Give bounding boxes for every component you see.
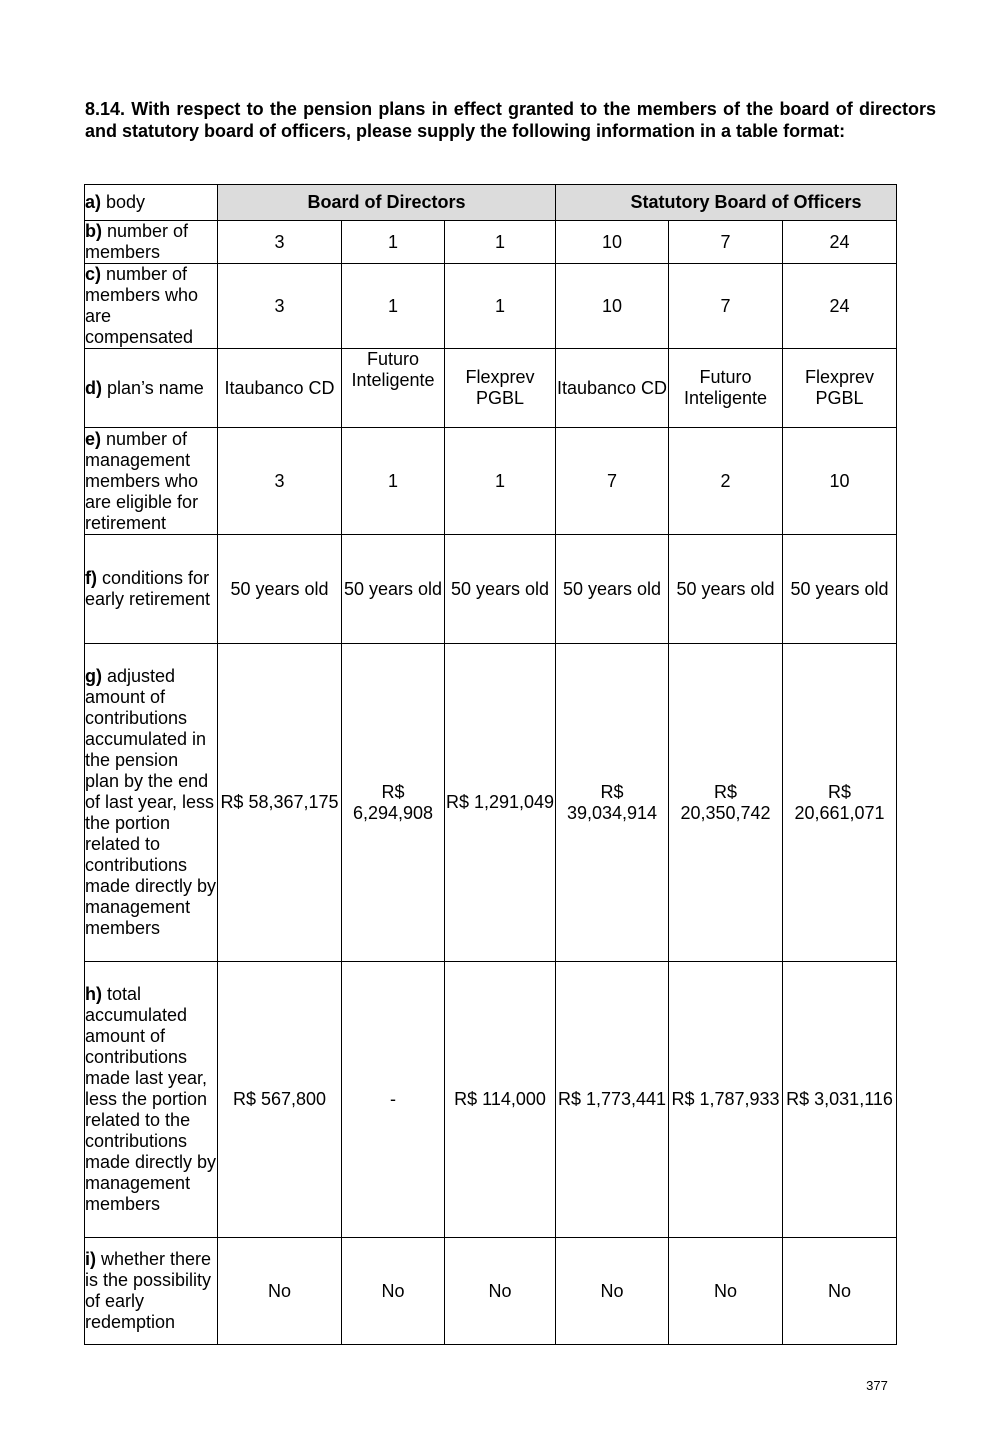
value-cell: R$ 114,000 (445, 962, 556, 1238)
pension-plans-table (84, 184, 897, 1345)
row-label-text: adjusted amount of contributions accumulated in the pension plan by the end of last year, less the portion related to contributions made directly by management members (85, 666, 217, 938)
value-cell: R$ 1,773,441 (556, 962, 669, 1238)
row-number-of-members (85, 221, 897, 264)
row-key: e) (85, 428, 102, 449)
row-contributions-last-year (85, 962, 897, 1238)
value-cell: 7 (669, 221, 783, 264)
value-cell: 50 years old (218, 535, 342, 644)
value-cell: R$ 1,291,049 (445, 644, 556, 962)
value-cell: 24 (783, 264, 897, 349)
row-key: g) (85, 666, 102, 686)
row-label-text: plan’s name (102, 377, 204, 398)
row-label (85, 644, 218, 962)
row-accumulated-contributions (85, 644, 897, 962)
value-cell: R$ 20,350,742 (669, 644, 783, 962)
row-label (85, 1238, 218, 1345)
row-members-compensated (85, 264, 897, 349)
value-cell: 1 (445, 221, 556, 264)
value-cell: Itaubanco CD (556, 349, 669, 428)
value-cell: 3 (218, 428, 342, 535)
row-label-text: number of members who are compensated (85, 264, 199, 347)
value-cell: R$ 3,031,116 (783, 962, 897, 1238)
value-cell: R$ 567,800 (218, 962, 342, 1238)
row-body (85, 185, 897, 221)
value-cell: No (556, 1238, 669, 1345)
row-key: i) (85, 1249, 96, 1269)
row-key: a) (85, 192, 102, 212)
row-label (85, 185, 218, 221)
row-early-retirement-conditions (85, 535, 897, 644)
value-cell: 24 (783, 221, 897, 264)
value-cell: 50 years old (783, 535, 897, 644)
value-cell: 50 years old (556, 535, 669, 644)
row-early-redemption (85, 1238, 897, 1345)
group-header-statutory-board-text: Statutory Board of Officers (630, 192, 862, 212)
row-label (85, 535, 218, 644)
value-cell: No (218, 1238, 342, 1345)
row-label-text: whether there is the possibility of early redemption (85, 1249, 212, 1332)
value-cell: 50 years old (669, 535, 783, 644)
row-label-text: number of management members who are eligible for retirement (85, 428, 199, 533)
row-key: b) (85, 221, 102, 241)
row-label (85, 349, 218, 428)
value-cell: - (342, 962, 445, 1238)
value-cell: Itaubanco CD (218, 349, 342, 428)
group-header-board-of-directors: Board of Directors (218, 185, 556, 221)
value-cell: 10 (556, 221, 669, 264)
value-cell: 10 (556, 264, 669, 349)
value-cell: Futuro Inteligente (342, 349, 445, 428)
value-cell: 1 (342, 428, 445, 535)
value-cell: No (669, 1238, 783, 1345)
value-cell: Flexprev PGBL (783, 349, 897, 428)
row-label (85, 264, 218, 349)
row-label (85, 428, 218, 535)
value-cell: 1 (342, 221, 445, 264)
value-cell: Flexprev PGBL (445, 349, 556, 428)
value-cell: R$ 20,661,071 (783, 644, 897, 962)
row-label-text: total accumulated amount of contributions made last year, less the portion related to the contributions made directly by management members (85, 984, 217, 1214)
value-cell: 3 (218, 264, 342, 349)
value-cell: 1 (445, 428, 556, 535)
value-cell: 1 (445, 264, 556, 349)
row-key: d) (85, 377, 102, 398)
value-cell: R$ 58,367,175 (218, 644, 342, 962)
value-cell: 50 years old (342, 535, 445, 644)
value-cell: 1 (342, 264, 445, 349)
row-key: c) (85, 264, 102, 284)
value-cell: 2 (669, 428, 783, 535)
value-cell: R$ 6,294,908 (342, 644, 445, 962)
value-cell: 10 (783, 428, 897, 535)
value-cell: No (445, 1238, 556, 1345)
value-cell: No (783, 1238, 897, 1345)
value-cell: 3 (218, 221, 342, 264)
value-cell: R$ 39,034,914 (556, 644, 669, 962)
row-label (85, 221, 218, 264)
row-label-text: number of members (85, 221, 189, 262)
value-cell: R$ 1,787,933 (669, 962, 783, 1238)
value-cell: Futuro Inteligente (669, 349, 783, 428)
page-number: 377 (866, 1378, 888, 1393)
row-plan-name (85, 349, 897, 428)
row-eligible-for-retirement (85, 428, 897, 535)
row-key: h) (85, 984, 102, 1004)
group-header-statutory-board (556, 185, 897, 221)
row-label (85, 962, 218, 1238)
row-label-text: body (101, 192, 146, 212)
row-key: f) (85, 568, 97, 588)
value-cell: No (342, 1238, 445, 1345)
row-label-text: conditions for early retirement (85, 568, 211, 609)
value-cell: 7 (556, 428, 669, 535)
section-heading: 8.14. With respect to the pension plans in effect granted to the members of the board of directors and statutory board of officers, please supply the following information in a table format: (85, 99, 936, 141)
value-cell: 7 (669, 264, 783, 349)
value-cell: 50 years old (445, 535, 556, 644)
